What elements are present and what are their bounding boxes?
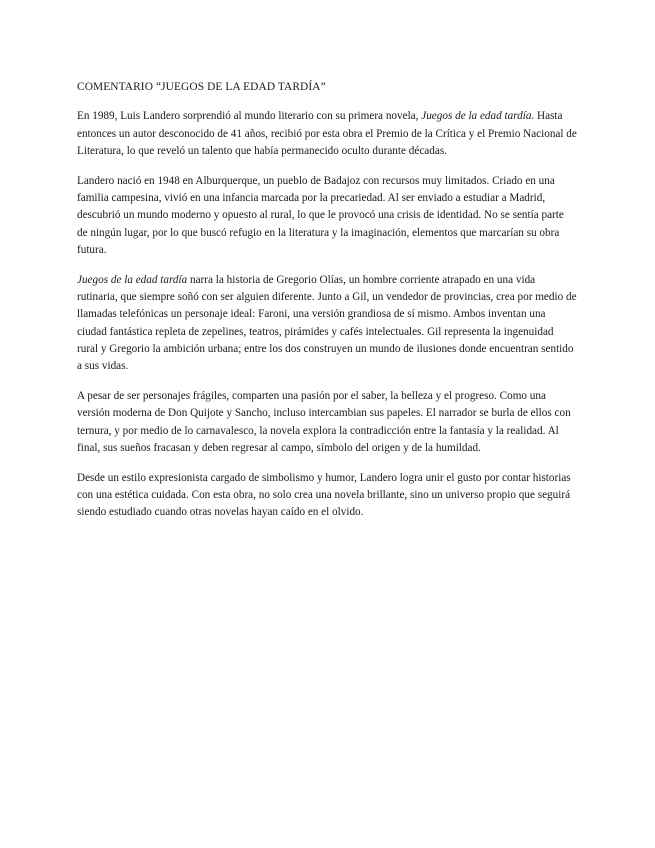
paragraph-1-rest: . Hasta entonces un autor desconocido de 41 años, recibió por esta obra el Premio de la Crítica y el Premio Nacional de Literatura, lo que reveló un talento que había permanecido oculto durante décadas.: [77, 110, 577, 157]
book-title-italic: Juegos de la edad tardía: [77, 273, 188, 286]
paragraph-3-rest: narra la historia de Gregorio Olías, un hombre corriente atrapado en una vida rutinaria, que siempre soñó con ser alguien diferente. Junto a Gil, un vendedor de provincias, crea por medio de llamadas telefónicas un personaje ideal: Faroni, una versión grandiosa de sí mismo. Ambos inventan una ciudad fantástica repleta de zepelines, teatros, pirámides y cafés intelectuales. Gil representa la ingenuidad rural y Gregorio la ambición urbana; entre los dos construyen un mundo de ilusiones donde encuentran sentido a sus vidas.: [77, 273, 577, 373]
book-title-italic: Juegos de la edad tardía: [421, 110, 532, 123]
paragraph-3: [77, 272, 577, 376]
paragraph-1: [77, 108, 577, 160]
document-body: [77, 79, 577, 534]
paragraph-4: A pesar de ser personajes frágiles, comparten una pasión por el saber, la belleza y el progreso. Como una versión moderna de Don Quijote y Sancho, incluso intercambian sus papeles. El narrador se burla de ellos con ternura, y por medio de lo carnavalesco, la novela explora la contradicción entre la fantasía y la realidad. Al final, sus sueños fracasan y deben regresar al campo, símbolo del origen y de la humildad.: [77, 389, 571, 454]
document-title: COMENTARIO “JUEGOS DE LA EDAD TARDÍA”: [77, 81, 326, 93]
paragraph-1-lead: En 1989, Luis Landero sorprendió al mundo literario con su primera novela,: [77, 110, 422, 123]
paragraph-5: Desde un estilo expresionista cargado de simbolismo y humor, Landero logra unir el gusto por contar historias con una estética cuidada. Con esta obra, no solo crea una novela brillante, sino un universo propio que seguirá siendo estudiado cuando otras novelas hayan caído en el olvido.: [77, 471, 571, 519]
paragraph-2: Landero nació en 1948 en Alburquerque, un pueblo de Badajoz con recursos muy limitados. Criado en una familia campesina, vivió en una infancia marcada por la precariedad. Al ser enviado a estudiar a Madrid, descubrió un mundo moderno y opuesto al rural, lo que le provocó una crisis de identidad. No se sentía parte de ningún lugar, por lo que buscó refugio en la literatura y la imaginación, elementos que marcarían su obra futura.: [77, 174, 564, 256]
